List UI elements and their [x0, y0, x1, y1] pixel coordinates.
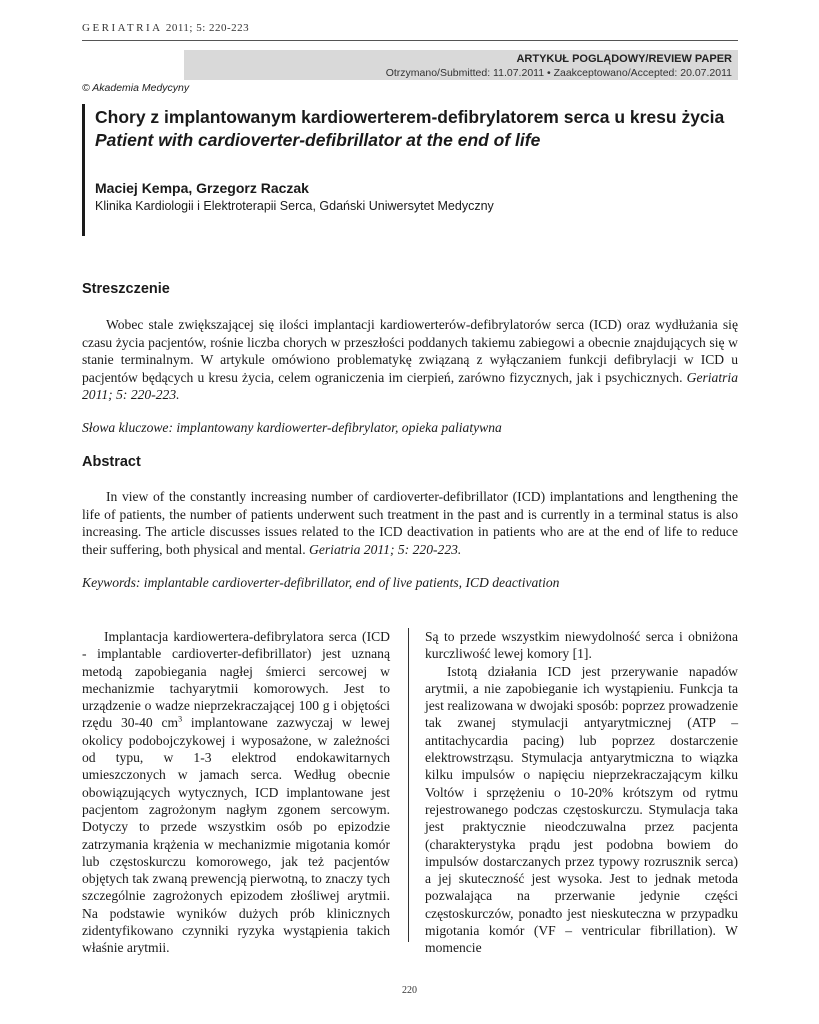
title-polish: Chory z implantowanym kardiowerterem-defibrylatorem serca u kresu życia: [95, 107, 725, 127]
streszczenie-heading: Streszczenie: [82, 281, 170, 297]
column-divider: [408, 628, 409, 942]
body-column-left: [82, 628, 390, 957]
journal-citation: 2011; 5: 220-223: [165, 22, 250, 34]
streszczenie-text: Wobec stale zwiększającej się ilości implantacji kardiowerterów-defibrylatorów serca (ICD) oraz wydłużania się czasu życia pacjentów, rośnie liczba chorych w przeszłości poddanych takiemu zabiegowi a obecnie znajdujących się w stanie terminalnym. W artykule omówiono problematykę związaną z wyłączaniem funkcji defibrylacji w ICD u pacjentów będących u kresu życia, celem ograniczenia im cierpień, zarówno fizycznych, jak i psychicznych.: [82, 317, 738, 385]
page-number: 220: [402, 985, 417, 996]
title-block: [82, 104, 742, 236]
body-paragraph: Są to przede wszystkim niewydolność serca i obniżona kurczliwość lewej komory [1].: [425, 629, 738, 662]
abstract-text: In view of the constantly increasing number of cardioverter-defibrillator (ICD) implantations and lengthening the life of patients, the number of patients underwent such treatment in the past and is currently in a terminal status is also increasing. The article discusses issues related to the ICD deactivation in patients who are at the end of life to reduce their suffering, both physical and mental.: [82, 489, 738, 557]
streszczenie-body: [82, 316, 738, 404]
article-type: ARTYKUŁ POGLĄDOWY/REVIEW PAPER: [516, 53, 732, 65]
abstract-citation: Geriatria 2011; 5: 220-223.: [309, 541, 462, 557]
copyright-line: © Akademia Medycyny: [82, 82, 190, 94]
body-column-right: [425, 628, 738, 957]
affiliation: Klinika Kardiologii i Elektroterapii Serca, Gdański Uniwersytet Medyczny: [95, 199, 494, 213]
body-text: Implantacja kardiowertera-defibrylatora serca (ICD - implantable cardioverter-defibrillator) jest uznaną metodą zapobiegania nagłej śmierci sercowej w mechanizmie tachyarytmii komorowych. Jest to urządzenie o wadze nieprzekraczającej 100 g i objętości rzędu 30-40 cm: [82, 629, 390, 731]
body-paragraph: Istotą działania ICD jest przerywanie napadów arytmii, a nie zapobieganie ich wystąpieniu. Funkcja ta jest realizowana w dwojaki sposób: poprzez prowadzenie tak zwanej stymulacji antyarytmicznej (ATP – antitachycardia pacing) lub poprzez dostarczenie elektrowstrząsu. Stymulacja antyarytmiczna to wiązka kilku impulsów o napięciu nieprzekraczającym kilku Voltów i sprzężeniu o 10-20% krótszym od rytmu rejestrowanego podczas częstoskurczu. Stymulacja taka jest praktycznie nieodczuwalna przez pacjenta (charakterystyka prądu jest podobna bowiem do impulsów dostarczanych przez typowy rozrusznik serca) a jej skuteczność jest wysoka. Jest to jednak metoda pozwalająca na przerwanie jedynie części częstoskurczów, ponadto jest nieskuteczna w przypadku migotania komór (VF – ventricular fibrillation). W momencie: [425, 663, 738, 956]
slowa-kluczowe: Słowa kluczowe: implantowany kardiowerter-defibrylator, opieka paliatywna: [82, 420, 502, 435]
authors: Maciej Kempa, Grzegorz Raczak: [95, 180, 309, 196]
header-rule: [82, 40, 738, 41]
journal-name: GERIATRIA: [82, 22, 163, 34]
abstract-body: [82, 488, 738, 558]
title-english: Patient with cardioverter-defibrillator at the end of life: [95, 130, 541, 150]
running-head: [82, 22, 738, 34]
streszczenie-citation: Geriatria 2011; 5: 220-223.: [82, 369, 738, 402]
article-type-box: [184, 50, 738, 80]
superscript: 3: [178, 714, 183, 724]
keywords: Keywords: implantable cardioverter-defibrillator, end of live patients, ICD deactivation: [82, 575, 560, 590]
abstract-heading: Abstract: [82, 454, 141, 470]
body-paragraph: [82, 628, 390, 957]
submission-dates: Otrzymano/Submitted: 11.07.2011 • Zaakceptowano/Accepted: 20.07.2011: [385, 67, 732, 79]
body-text: implantowane zazwyczaj w lewej okolicy podobojczykowej i wyposażone, w zależności od typu, w 1-3 elektrod endokawitarnych umieszczonych w jamach serca. Według obecnie obowiązujących wytycznych, ICD implantowane jest pacjentom zagrożonym nagłym zgonem sercowym. Dotyczy to przede wszystkim osób po epizodzie zatrzymania krążenia w mechanizmie migotania komór lub częstoskurczu komorowego, jak też pacjentów objętych tak zwaną prewencją pierwotną, to znaczy tych szczególnie zagrożonych epizodem złośliwej arytmii. Na podstawie wyników dużych prób klinicznych zidentyfikowano czynniki ryzyka wystąpienia takich właśnie arytmii.: [82, 715, 391, 956]
